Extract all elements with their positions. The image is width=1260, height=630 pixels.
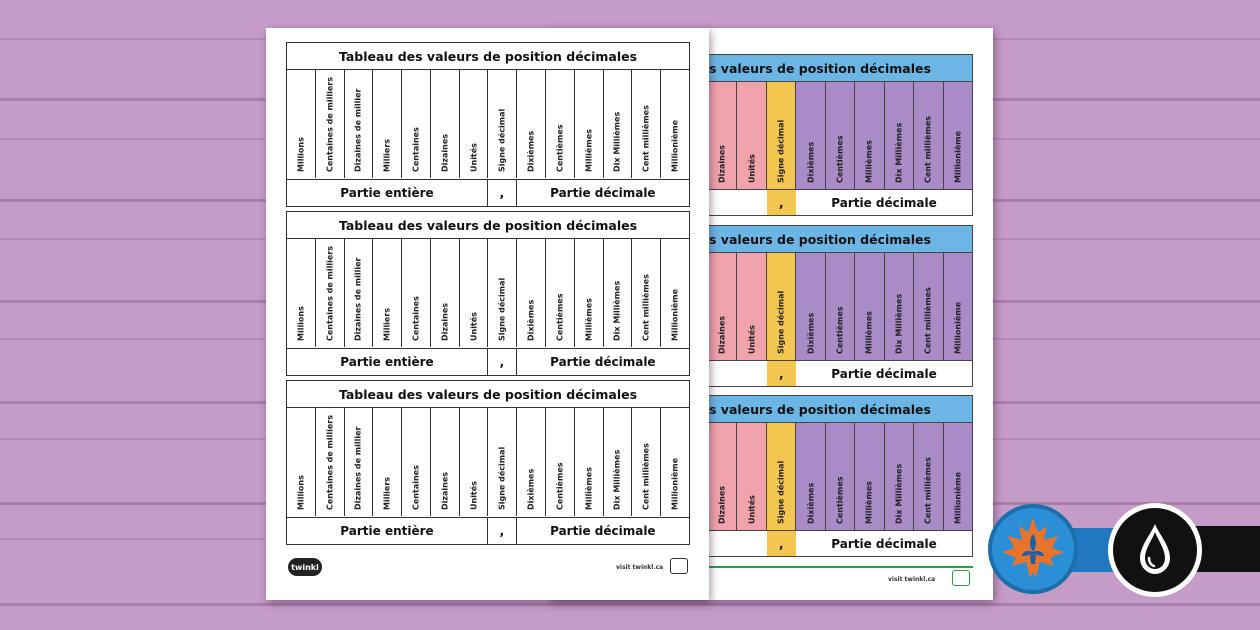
column-cell	[855, 82, 884, 190]
column-cell	[604, 408, 633, 516]
column-cell	[604, 239, 633, 347]
column-cell	[767, 423, 796, 531]
place-value-table	[286, 42, 690, 207]
column-label: Millièmes	[864, 311, 874, 354]
column-label: Dixièmes	[526, 299, 536, 341]
column-label: Unités	[747, 154, 757, 183]
column-label: Dix Millièmes	[612, 449, 622, 510]
column-label: Dizaines	[440, 471, 450, 510]
table-bottom-row	[287, 348, 689, 375]
column-cell	[708, 82, 737, 190]
bottom-blank	[708, 531, 767, 556]
column-cell	[604, 70, 633, 178]
column-cell	[632, 408, 661, 516]
column-cell	[914, 423, 943, 531]
place-value-table	[286, 380, 690, 545]
column-label: Centièmes	[555, 462, 565, 510]
decimal-part-label: Partie décimale	[550, 355, 656, 369]
column-cell	[431, 408, 460, 516]
column-cell	[287, 239, 316, 347]
decimal-part-label: Partie décimale	[831, 536, 937, 551]
column-cell	[914, 253, 943, 361]
decimal-separator: ,	[488, 518, 517, 544]
column-cell	[460, 408, 489, 516]
decimal-part-label: Partie décimale	[831, 195, 937, 210]
column-cell	[575, 408, 604, 516]
column-label: Signe décimal	[497, 446, 507, 510]
column-cell	[517, 70, 546, 178]
table-title: s valeurs de position décimales	[708, 54, 973, 82]
bottom-blank	[708, 190, 767, 215]
column-cell	[575, 239, 604, 347]
column-label: Millionième	[953, 130, 963, 183]
whole-part-label: Partie entière	[287, 349, 488, 375]
column-cell	[316, 239, 345, 347]
table-columns	[708, 423, 973, 531]
decimal-part-label: Partie décimale	[831, 366, 937, 381]
footer-url: visit twinkl.ca	[616, 564, 664, 571]
column-cell	[885, 423, 914, 531]
decimal-part-label: Partie décimale	[550, 524, 656, 538]
column-label: Dizaines	[440, 133, 450, 172]
column-cell	[373, 239, 402, 347]
decimal-part-label: Partie décimale	[550, 186, 656, 200]
column-cell	[632, 239, 661, 347]
column-cell	[826, 423, 855, 531]
column-label: Centaines	[411, 465, 421, 510]
column-label: Centièmes	[835, 476, 845, 524]
column-label: Dizaines	[440, 302, 450, 341]
column-cell	[826, 253, 855, 361]
table-title: s valeurs de position décimales	[708, 225, 973, 253]
column-cell	[488, 239, 517, 347]
column-label: Cent millièmes	[641, 105, 651, 172]
column-cell	[402, 239, 431, 347]
column-cell	[661, 239, 689, 347]
bottom-blank	[708, 361, 767, 386]
column-cell	[517, 408, 546, 516]
column-cell	[373, 70, 402, 178]
column-label: Centièmes	[835, 135, 845, 183]
column-cell	[546, 239, 575, 347]
column-cell	[708, 423, 737, 531]
column-label: Dizaines de millier	[353, 426, 363, 510]
table-bottom-row	[287, 179, 689, 206]
column-cell	[431, 70, 460, 178]
column-label: Centaines de milliers	[325, 415, 335, 510]
column-label: Dix Millièmes	[894, 293, 904, 354]
column-cell	[767, 82, 796, 190]
column-cell	[632, 70, 661, 178]
column-cell	[737, 82, 766, 190]
column-label: Millions	[296, 137, 306, 172]
column-cell	[737, 423, 766, 531]
table-bottom-row	[287, 517, 689, 544]
column-label: Dix Millièmes	[894, 463, 904, 524]
decimal-separator: ,	[767, 190, 796, 215]
column-label: Centaines de milliers	[325, 246, 335, 341]
column-cell	[661, 70, 689, 178]
publisher-badge-icon	[952, 570, 970, 586]
column-label: Dixièmes	[806, 312, 816, 354]
table-columns	[708, 253, 973, 361]
column-label: Centaines de milliers	[325, 77, 335, 172]
footer-line	[708, 566, 973, 568]
column-label: Centaines	[411, 296, 421, 341]
column-cell	[885, 82, 914, 190]
table-title: Tableau des valeurs de position décimales	[287, 381, 689, 408]
column-cell	[402, 70, 431, 178]
footer-url: visit twinkl.ca	[888, 576, 936, 583]
column-cell	[345, 408, 374, 516]
column-cell	[431, 239, 460, 347]
decimal-separator: ,	[488, 180, 517, 206]
column-label: Centièmes	[555, 293, 565, 341]
column-cell	[575, 70, 604, 178]
column-label: Millièmes	[864, 481, 874, 524]
column-label: Dix Millièmes	[612, 280, 622, 341]
quebec-fleur-de-lis-icon	[992, 508, 1074, 590]
table-bottom-row	[708, 361, 973, 387]
table-columns	[708, 82, 973, 190]
column-label: Unités	[747, 325, 757, 354]
column-cell	[316, 70, 345, 178]
column-label: Dixièmes	[806, 482, 816, 524]
table-bottom-row	[708, 531, 973, 557]
column-label: Cent millièmes	[641, 443, 651, 510]
column-label: Milliers	[382, 476, 392, 510]
column-label: Dixièmes	[806, 141, 816, 183]
column-cell	[796, 423, 825, 531]
column-label: Dixièmes	[526, 130, 536, 172]
column-cell	[546, 70, 575, 178]
column-label: Unités	[469, 312, 479, 341]
column-label: Milliers	[382, 138, 392, 172]
column-label: Unités	[469, 481, 479, 510]
column-label: Millièmes	[864, 140, 874, 183]
column-label: Millièmes	[584, 467, 594, 510]
column-label: Signe décimal	[497, 108, 507, 172]
brand-logo: twinkl	[288, 558, 322, 576]
column-label: Signe décimal	[776, 290, 786, 354]
column-cell	[517, 239, 546, 347]
column-label: Dix Millièmes	[612, 111, 622, 172]
column-label: Dizaines de millier	[353, 257, 363, 341]
column-cell	[373, 408, 402, 516]
column-cell	[345, 239, 374, 347]
column-label: Millions	[296, 306, 306, 341]
column-label: Dizaines	[717, 315, 727, 354]
column-cell	[767, 253, 796, 361]
column-cell	[546, 408, 575, 516]
column-label: Millionième	[670, 288, 680, 341]
column-cell	[796, 253, 825, 361]
column-label: Millions	[296, 475, 306, 510]
column-cell	[661, 408, 689, 516]
column-cell	[460, 239, 489, 347]
table-columns	[287, 408, 689, 516]
column-cell	[944, 253, 973, 361]
column-cell	[488, 70, 517, 178]
column-label: Cent millièmes	[923, 457, 933, 524]
column-label: Dizaines	[717, 485, 727, 524]
table-columns	[287, 70, 689, 178]
column-label: Centièmes	[835, 306, 845, 354]
column-label: Signe décimal	[497, 277, 507, 341]
column-cell	[316, 408, 345, 516]
ink-badge	[1108, 503, 1202, 597]
publisher-badge-icon	[670, 558, 688, 574]
decimal-separator: ,	[767, 531, 796, 556]
column-label: Millionième	[670, 119, 680, 172]
column-cell	[796, 82, 825, 190]
column-cell	[287, 408, 316, 516]
table-bottom-row	[708, 190, 973, 216]
worksheet-bw	[266, 28, 709, 600]
column-label: Signe décimal	[776, 460, 786, 524]
column-label: Centièmes	[555, 124, 565, 172]
column-cell	[708, 253, 737, 361]
column-label: Dixièmes	[526, 468, 536, 510]
column-label: Dizaines	[717, 144, 727, 183]
table-title: Tableau des valeurs de position décimales	[287, 43, 689, 70]
column-label: Cent millièmes	[641, 274, 651, 341]
whole-part-label: Partie entière	[287, 180, 488, 206]
decimal-separator: ,	[488, 349, 517, 375]
column-label: Unités	[747, 495, 757, 524]
ink-drop-icon	[1113, 508, 1197, 592]
column-cell	[885, 253, 914, 361]
place-value-table	[286, 211, 690, 376]
column-cell	[287, 70, 316, 178]
table-columns	[287, 239, 689, 347]
quebec-badge	[988, 504, 1078, 594]
column-cell	[944, 423, 973, 531]
column-label: Millionième	[670, 457, 680, 510]
column-label: Unités	[469, 143, 479, 172]
column-label: Milliers	[382, 307, 392, 341]
column-cell	[855, 423, 884, 531]
column-cell	[826, 82, 855, 190]
column-label: Millièmes	[584, 129, 594, 172]
column-cell	[460, 70, 489, 178]
column-cell	[402, 408, 431, 516]
column-label: Millionième	[953, 301, 963, 354]
whole-part-label: Partie entière	[287, 518, 488, 544]
column-label: Millièmes	[584, 298, 594, 341]
column-label: Dizaines de millier	[353, 88, 363, 172]
column-cell	[345, 70, 374, 178]
column-label: Cent millièmes	[923, 116, 933, 183]
column-label: Millionième	[953, 471, 963, 524]
column-cell	[855, 253, 884, 361]
decimal-separator: ,	[767, 361, 796, 386]
table-title: Tableau des valeurs de position décimales	[287, 212, 689, 239]
column-label: Signe décimal	[776, 119, 786, 183]
column-label: Dix Millièmes	[894, 122, 904, 183]
column-cell	[737, 253, 766, 361]
column-cell	[488, 408, 517, 516]
column-cell	[944, 82, 973, 190]
table-title: s valeurs de position décimales	[708, 395, 973, 423]
column-label: Cent millièmes	[923, 287, 933, 354]
column-label: Centaines	[411, 127, 421, 172]
column-cell	[914, 82, 943, 190]
